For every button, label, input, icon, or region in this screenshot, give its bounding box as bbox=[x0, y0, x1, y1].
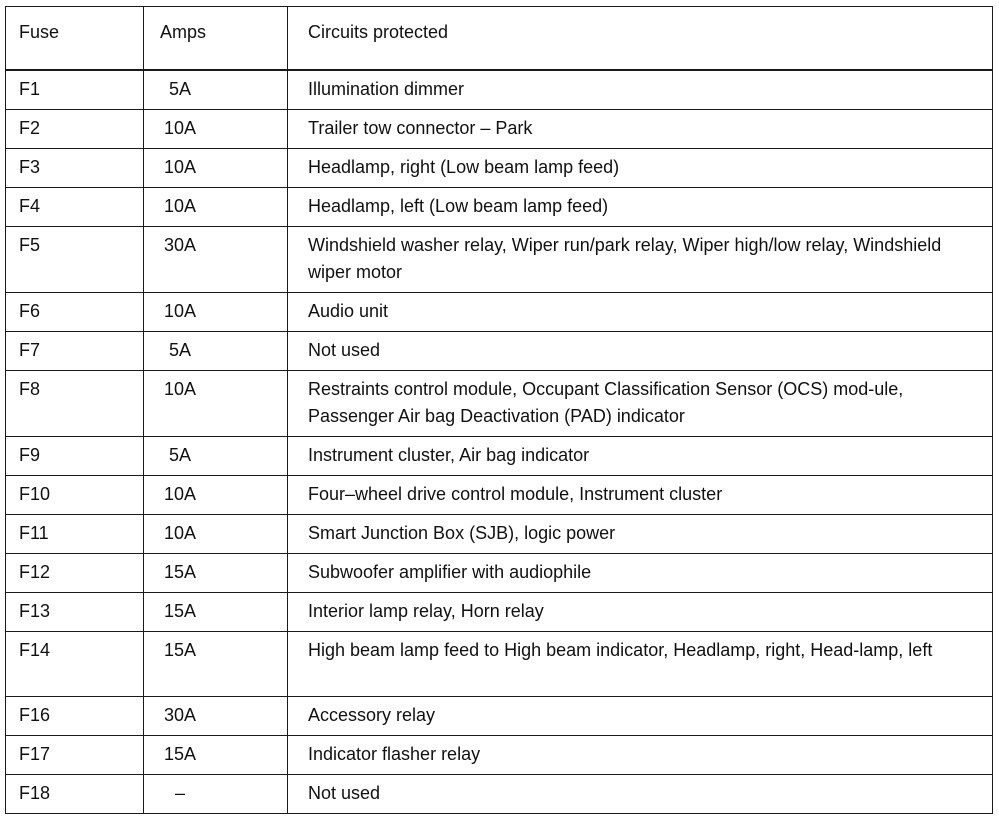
table-row bbox=[6, 515, 993, 554]
fuse-circuits: Smart Junction Box (SJB), logic power bbox=[308, 523, 616, 543]
fuse-circuits: Headlamp, right (Low beam lamp feed) bbox=[308, 157, 620, 177]
fuse-id: F6 bbox=[19, 301, 41, 321]
table-body bbox=[6, 70, 993, 814]
table-header-row bbox=[6, 7, 993, 71]
fuse-id: F18 bbox=[19, 783, 51, 803]
fuse-amps: 10A bbox=[163, 379, 197, 399]
fuse-circuits: High beam lamp feed to High beam indicator, Headlamp, right, Head-lamp, left bbox=[308, 640, 933, 660]
fuse-id: F7 bbox=[19, 340, 41, 360]
table-row bbox=[6, 775, 993, 814]
fuse-id: F14 bbox=[19, 640, 51, 660]
table-row bbox=[6, 476, 993, 515]
fuse-amps: 15A bbox=[163, 640, 197, 660]
table-row bbox=[6, 736, 993, 775]
fuse-circuits: Headlamp, left (Low beam lamp feed) bbox=[308, 196, 609, 216]
fuse-amps: 5A bbox=[168, 79, 192, 99]
table-row bbox=[6, 110, 993, 149]
header-circuits-label: Circuits protected bbox=[308, 22, 449, 42]
table-row bbox=[6, 554, 993, 593]
table-row bbox=[6, 227, 993, 293]
fuse-id: F16 bbox=[19, 705, 51, 725]
fuse-id: F10 bbox=[19, 484, 51, 504]
header-fuse-label: Fuse bbox=[19, 22, 60, 42]
fuse-circuits: Indicator flasher relay bbox=[308, 744, 481, 764]
fuse-amps: – bbox=[174, 783, 185, 803]
fuse-amps: 10A bbox=[163, 301, 197, 321]
fuse-amps: 5A bbox=[168, 445, 192, 465]
fuse-id: F3 bbox=[19, 157, 41, 177]
table-row bbox=[6, 697, 993, 736]
fuse-circuits: Subwoofer amplifier with audiophile bbox=[308, 562, 592, 582]
table-row bbox=[6, 593, 993, 632]
table-row bbox=[6, 70, 993, 110]
fuse-id: F13 bbox=[19, 601, 51, 621]
fuse-amps: 10A bbox=[163, 157, 197, 177]
fuse-id: F12 bbox=[19, 562, 51, 582]
fuse-circuits: Interior lamp relay, Horn relay bbox=[308, 601, 544, 621]
header-circuits bbox=[288, 7, 993, 71]
fuse-id: F5 bbox=[19, 235, 41, 255]
table-row bbox=[6, 149, 993, 188]
fuse-circuits: Four–wheel drive control module, Instrument cluster bbox=[308, 484, 723, 504]
fuse-amps: 15A bbox=[163, 601, 197, 621]
table-row bbox=[6, 371, 993, 437]
fuse-circuits: Instrument cluster, Air bag indicator bbox=[308, 445, 590, 465]
fuse-id: F4 bbox=[19, 196, 41, 216]
fuse-circuits: Windshield washer relay, Wiper run/park relay, Wiper high/low relay, Windshield wiper motor bbox=[308, 235, 942, 282]
fuse-circuits: Not used bbox=[308, 783, 381, 803]
table-row bbox=[6, 188, 993, 227]
fuse-amps: 30A bbox=[163, 235, 197, 255]
fuse-circuits: Audio unit bbox=[308, 301, 389, 321]
fuse-circuits: Illumination dimmer bbox=[308, 79, 465, 99]
fuse-table bbox=[5, 6, 993, 814]
table-row bbox=[6, 632, 993, 697]
fuse-id: F11 bbox=[19, 523, 49, 543]
fuse-id: F17 bbox=[19, 744, 51, 764]
fuse-circuits: Not used bbox=[308, 340, 381, 360]
fuse-amps: 30A bbox=[163, 705, 197, 725]
fuse-amps: 10A bbox=[163, 484, 197, 504]
fuse-id: F8 bbox=[19, 379, 41, 399]
header-fuse bbox=[6, 7, 144, 71]
fuse-amps: 15A bbox=[163, 562, 197, 582]
fuse-id: F9 bbox=[19, 445, 41, 465]
header-amps-label: Amps bbox=[160, 22, 207, 42]
fuse-amps: 10A bbox=[163, 118, 197, 138]
fuse-id: F2 bbox=[19, 118, 41, 138]
fuse-amps: 10A bbox=[163, 196, 197, 216]
fuse-id: F1 bbox=[19, 79, 41, 99]
fuse-circuits: Restraints control module, Occupant Classification Sensor (OCS) mod-ule, Passenger Air bag Deactivation (PAD) indicator bbox=[308, 379, 904, 426]
fuse-amps: 15A bbox=[163, 744, 197, 764]
table-row bbox=[6, 332, 993, 371]
fuse-amps: 5A bbox=[168, 340, 192, 360]
header-amps bbox=[144, 7, 288, 71]
table-row bbox=[6, 437, 993, 476]
fuse-amps: 10A bbox=[163, 523, 197, 543]
fuse-circuits: Accessory relay bbox=[308, 705, 436, 725]
table-row bbox=[6, 293, 993, 332]
fuse-circuits: Trailer tow connector – Park bbox=[308, 118, 533, 138]
